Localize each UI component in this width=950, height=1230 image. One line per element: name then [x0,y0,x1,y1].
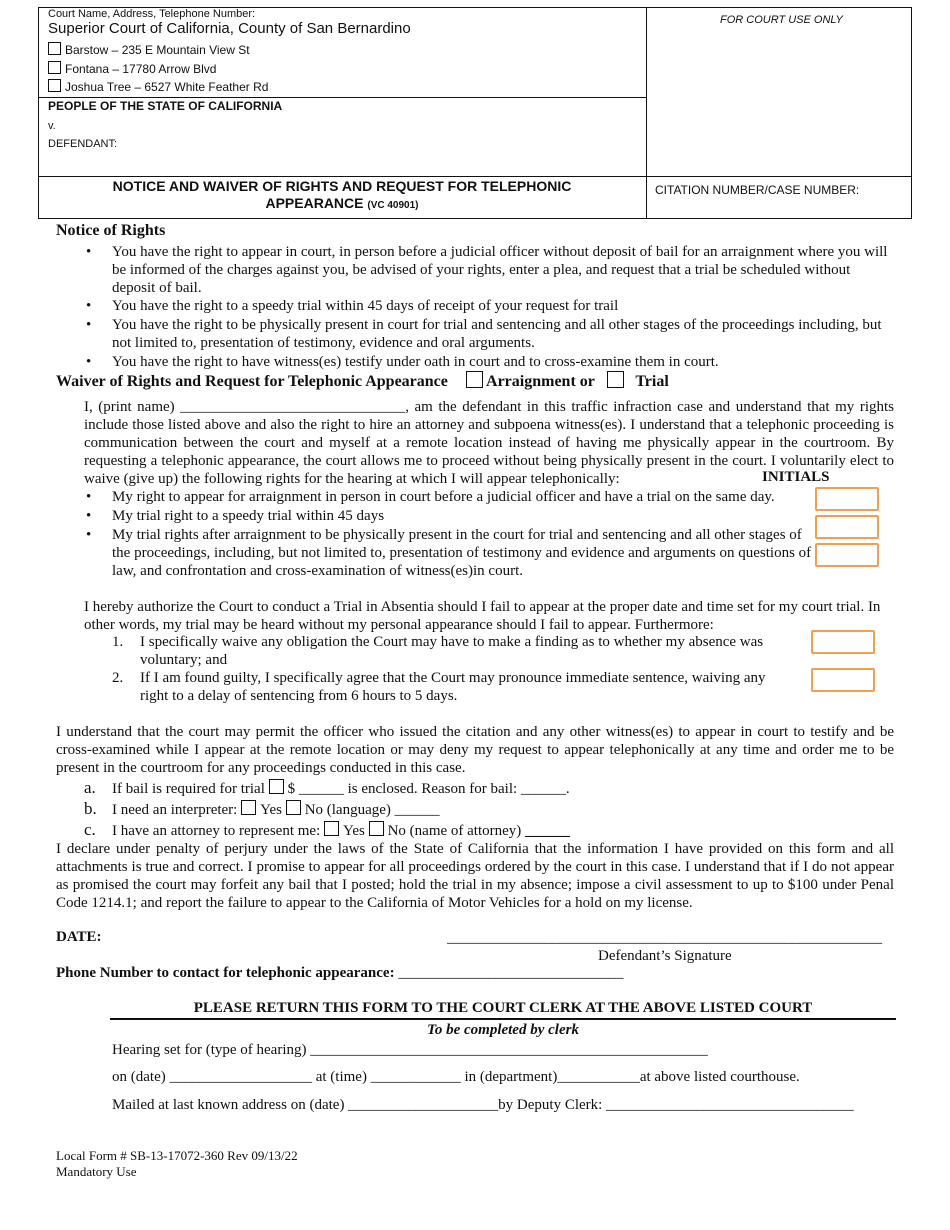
people-heading: PEOPLE OF THE STATE OF CALIFORNIA [48,99,283,113]
form-title-line-1: NOTICE AND WAIVER OF RIGHTS AND REQUEST FOR TELEPHONIC [112,178,572,194]
header-divider-bottom [38,176,912,177]
date-label: DATE: [56,929,102,945]
trial-checkbox[interactable] [607,371,624,388]
item-letter: b. [84,799,97,818]
form-title-appearance: APPEARANCE [265,195,364,211]
attorney-text: I have an attorney to represent me: [112,823,321,839]
item-letter: a. [84,778,96,797]
declaration-paragraph: I declare under penalty of perjury under the laws of the State of California that the information I have provided on this form and all attachments is true and correct. I promise to appear for all proceedings ordered by the court in this case. I understand that if I do not appear as promised the court may forfeit any bail that I posted; hold the trial in my absence; impose a civil assessment to up to $100 under Penal Code 1214.1; and report the failure to appear to the California of Motor Vehicles for a hold on my license. [56,841,894,911]
clerk-subtitle: To be completed by clerk [427,1022,579,1038]
interpreter-text: I need an interpreter: [112,802,238,818]
interpreter-yes-checkbox[interactable] [241,800,256,815]
notice-item: • You have the right to appear in court, in person before a judicial officer without deposit of bail for an arraignment where you will be informed of the charges against you, be advised of your rights, enter a plea, and request that a trial be scheduled without deposit of bail. [112,243,892,297]
clerk-divider [110,1018,896,1020]
bail-text: If bail is required for trial [112,781,265,797]
signature-label: Defendant’s Signature [598,948,732,964]
mailed-line[interactable]: Mailed at last known address on (date) ____________________by Deputy Clerk: _________________________________ [112,1097,854,1113]
waiver-heading-row [56,371,669,391]
waiver-item: • My right to appear for arraignment in person in court before a judicial officer and have a trial on the same day. [112,488,812,506]
interpreter-no-label: No (language) ______ [304,802,440,818]
phone-row [56,964,623,982]
defendant-label: DEFENDANT: [48,138,118,150]
header-vertical-divider [646,7,647,219]
location-barstow[interactable] [48,42,250,57]
initials-box-sentence[interactable] [811,668,875,692]
form-code: (VC 40901) [367,200,419,211]
hearing-type-line[interactable]: Hearing set for (type of hearing) _____________________________________________________ [112,1042,708,1058]
waiver-item: • My trial right to a speedy trial within 45 days [112,507,812,525]
initials-box-presence[interactable] [815,543,879,567]
court-label: Court Name, Address, Telephone Number: [48,8,256,20]
phone-input-line[interactable]: ______________________________ [398,965,624,981]
trial-label: Trial [635,373,669,390]
item-text: I specifically waive any obligation the Court may have to make a finding as to whether my absence was voluntary; and [140,634,764,668]
arraignment-checkbox[interactable] [466,371,483,388]
hearing-date-line[interactable]: on (date) ___________________ at (time) ____________ in (department)___________at above listed courthouse. [112,1069,800,1085]
waiver-intro: I, (print name) ______________________________, am the defendant in this traffic infraction case and understand that my rights include those listed above and also the right to hire an attorney and subpoena witness(es). I understand that a telephonic proceeding is communication between the court and myself at a remote location instead of having me physically appear in the courtroom. By requesting a telephonic appearance, the court allows me to proceed without being physically present in the court. I voluntarily elect to waive (give up) the following rights for the hearing at which I will appear telephonically: [84,399,894,487]
barstow-checkbox[interactable] [48,42,61,55]
absentia-item-2 [112,669,792,705]
court-use-only: FOR COURT USE ONLY [720,14,843,26]
header-divider-mid [38,97,647,98]
attorney-yes-checkbox[interactable] [324,821,339,836]
understand-paragraph: I understand that the court may permit the officer who issued the citation and any other witness(es) to appear in court to testify and be cross-examined while I appear at the remote location or may deny my request to appear telephonically at any time and order me to be present in the courtroom for any proceedings conducted in this case. [56,724,894,776]
waiver-item: • My trial rights after arraignment to be physically present in the court for trial and sentencing and all other stages of the proceedings, including, but not limited to, presentation of testimony and evidence and arguments on questions of law, and confrontation and cross-examination of witness(es)in court. [112,526,812,580]
fontana-checkbox[interactable] [48,61,61,74]
initials-box-absence[interactable] [811,630,875,654]
bail-checkbox[interactable] [269,779,284,794]
form-number: Local Form # SB-13-17072-360 Rev 09/13/22 [56,1148,298,1163]
location-label: Barstow – 235 E Mountain View St [65,43,250,57]
absentia-item-1 [112,633,792,669]
location-label: Joshua Tree – 6527 White Feather Rd [65,80,269,94]
arraignment-label: Arraignment or [486,373,595,390]
attorney-no-label: No (name of attorney) [387,823,522,839]
form-title [38,178,646,214]
initials-box-arraignment[interactable] [815,487,879,511]
interpreter-no-checkbox[interactable] [286,800,301,815]
notice-item: • You have the right to have witness(es) testify under oath in court and to cross-examine them in court. [112,353,892,371]
notice-item: • You have the right to a speedy trial within 45 days of receipt of your request for trail [112,297,892,315]
initials-box-speedy-trial[interactable] [815,515,879,539]
joshua-tree-checkbox[interactable] [48,79,61,92]
attorney-no-checkbox[interactable] [369,821,384,836]
mandatory-use: Mandatory Use [56,1164,137,1179]
notice-item: • You have the right to be physically present in court for trial and sentencing and all other stages of the proceedings including, but not limited to, presentation of testimony, evidence and oral arguments. [112,316,892,352]
location-fontana[interactable] [48,61,216,76]
interpreter-yes-label: Yes [260,802,282,818]
item-letter: c. [84,820,96,839]
item-number: 2. [112,670,124,686]
item-number: 1. [112,634,124,650]
attorney-yes-label: Yes [343,823,365,839]
return-instruction: PLEASE RETURN THIS FORM TO THE COURT CLERK AT THE ABOVE LISTED COURT [193,1000,813,1016]
attorney-line [84,821,570,840]
bail-amount-text: $ ______ is enclosed. Reason for bail: ______. [287,781,570,797]
attorney-name-blank[interactable]: ______ [525,823,571,839]
waiver-heading: Waiver of Rights and Request for Telephonic Appearance [56,373,448,390]
initials-heading: INITIALS [762,469,830,485]
item-text: If I am found guilty, I specifically agree that the Court may pronounce immediate sentence, waiving any right to a delay of sentencing from 6 hours to 5 days. [140,670,766,704]
location-joshua-tree[interactable] [48,79,268,94]
form-title-line-2 [38,195,646,214]
citation-number-label: CITATION NUMBER/CASE NUMBER: [655,183,860,197]
versus-label: v. [48,120,56,132]
court-name: Superior Court of California, County of San Bernardino [48,20,411,37]
bail-line [84,779,570,798]
interpreter-line [84,800,440,819]
absentia-paragraph: I hereby authorize the Court to conduct a Trial in Absentia should I fail to appear at the proper date and time set for my court trial. In other words, my trial may be heard without my personal appearance should I fail to appear. Furthermore: [84,599,881,633]
notice-heading: Notice of Rights [56,222,166,239]
location-label: Fontana – 17780 Arrow Blvd [65,62,217,76]
phone-label: Phone Number to contact for telephonic appearance: [56,965,395,981]
signature-line[interactable]: __________________________________________________________ [447,930,882,946]
